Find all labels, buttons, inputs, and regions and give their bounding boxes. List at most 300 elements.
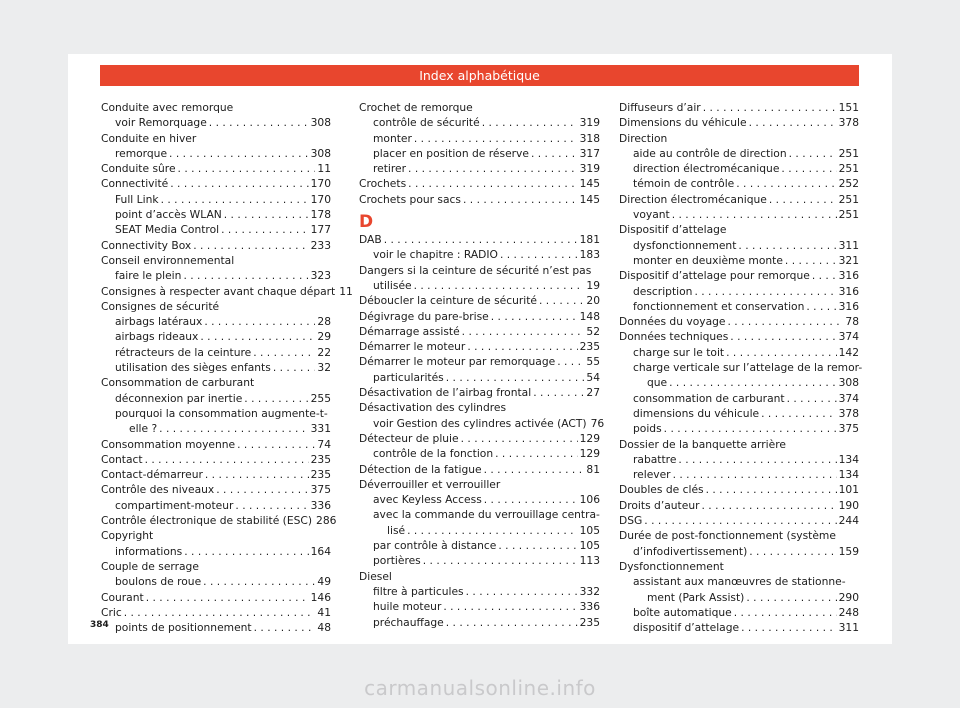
- leader-dots: [491, 309, 578, 324]
- entry-term: Connectivity Box: [101, 238, 192, 252]
- index-entry: [619, 345, 859, 360]
- index-entry: [101, 498, 331, 513]
- index-entry: [101, 452, 331, 467]
- index-column-3: [619, 100, 863, 635]
- entry-term: filtre à particules: [373, 584, 464, 598]
- entry-term: par contrôle à distance: [373, 539, 497, 553]
- entry-term: d’infodivertissement): [633, 544, 748, 558]
- leader-dots: [482, 115, 578, 130]
- index-entry: [619, 528, 859, 543]
- entry-page: 290: [838, 590, 859, 604]
- entry-term: déconnexion par inertie: [115, 391, 243, 405]
- entry-page: 145: [579, 192, 600, 206]
- entry-page: 41: [317, 605, 331, 619]
- entry-page: 235: [310, 452, 331, 466]
- leader-dots: [749, 544, 836, 559]
- entry-page: 52: [586, 324, 600, 338]
- leader-dots: [414, 131, 578, 146]
- entry-term: Contrôle électronique de stabilité (ESC): [101, 514, 313, 528]
- leader-dots: [500, 247, 578, 262]
- entry-page: 319: [579, 162, 600, 176]
- entry-page: 134: [838, 452, 859, 466]
- index-column-2: [359, 100, 605, 630]
- index-entry: [101, 437, 331, 452]
- entry-term: Durée de post-fonctionnement (système: [619, 529, 836, 543]
- leader-dots: [461, 431, 578, 446]
- entry-term: Conseil environnemental: [101, 253, 235, 267]
- entry-page: 251: [838, 192, 859, 206]
- entry-page: 178: [310, 208, 331, 222]
- index-column-1: [101, 100, 353, 635]
- entry-page: 248: [838, 605, 859, 619]
- entry-page: 316: [838, 299, 859, 313]
- index-entry: [619, 192, 859, 207]
- index-entry: [101, 268, 331, 283]
- index-entry: [359, 339, 600, 354]
- entry-page: 375: [310, 483, 331, 497]
- index-entry: [101, 314, 331, 329]
- index-entry: [101, 146, 331, 161]
- entry-page: 255: [310, 391, 331, 405]
- entry-term: avec la commande du verrouillage centra-: [373, 508, 600, 522]
- entry-term: fonctionnement et conservation: [633, 299, 805, 313]
- entry-term: description: [633, 284, 693, 298]
- index-entry: [619, 238, 859, 253]
- entry-term: placer en position de réserve: [373, 146, 529, 160]
- index-entry: [359, 131, 600, 146]
- entry-page: 105: [579, 523, 600, 537]
- leader-dots: [159, 421, 308, 436]
- entry-term: Crochet de remorque: [359, 101, 473, 114]
- entry-page: 251: [838, 162, 859, 176]
- entry-page: 233: [310, 238, 331, 252]
- entry-term: Dispositif d’attelage pour remorque: [619, 269, 810, 283]
- entry-page: 106: [579, 493, 600, 507]
- entry-term: portières: [373, 554, 421, 568]
- entry-page: 146: [310, 590, 331, 604]
- entry-page: 159: [838, 544, 859, 558]
- index-entry: [619, 406, 859, 421]
- leader-dots: [706, 482, 837, 497]
- index-entry: [619, 375, 859, 390]
- index-entry: [101, 284, 353, 299]
- entry-term: rabattre: [633, 452, 677, 466]
- entry-page: 375: [838, 422, 859, 436]
- entry-term: Connectivité: [101, 177, 169, 191]
- index-entry: [101, 207, 331, 222]
- index-entry: [101, 100, 331, 115]
- leader-dots: [408, 176, 577, 191]
- leader-dots: [531, 146, 578, 161]
- index-entry: [359, 146, 600, 161]
- entry-term: dispositif d’attelage: [633, 621, 740, 635]
- entry-term: Détection de la fatigue: [359, 462, 482, 476]
- entry-term: Déverrouiller et verrouiller: [359, 477, 501, 491]
- entry-page: 28: [317, 315, 331, 329]
- leader-dots: [124, 605, 316, 620]
- entry-term: Démarrer le moteur: [359, 340, 466, 354]
- leader-dots: [738, 238, 836, 253]
- index-entry: [359, 538, 600, 553]
- index-entry: [101, 176, 331, 191]
- entry-term: boîte automatique: [633, 605, 732, 619]
- section-letter: D: [359, 212, 374, 233]
- index-entry: [101, 406, 331, 421]
- index-entry: [359, 385, 600, 400]
- index-entry: [101, 574, 331, 589]
- entry-term: points de positionnement: [115, 621, 252, 635]
- index-entry: [359, 599, 600, 614]
- index-entry: [619, 222, 859, 237]
- leader-dots: [727, 314, 843, 329]
- entry-page: 251: [838, 208, 859, 222]
- leader-dots: [749, 115, 837, 130]
- entry-term: utilisée: [373, 278, 412, 292]
- entry-term: Consommation moyenne: [101, 437, 236, 451]
- entry-term: Démarrage assisté: [359, 324, 460, 338]
- entry-page: 378: [838, 116, 859, 130]
- index-entry: [619, 559, 859, 574]
- leader-dots: [193, 238, 308, 253]
- entry-term: Contact: [101, 452, 143, 466]
- leader-dots: [384, 232, 578, 247]
- leader-dots: [694, 284, 836, 299]
- entry-page: 29: [317, 330, 331, 344]
- index-entry: [359, 192, 600, 207]
- entry-term: Courant: [101, 590, 144, 604]
- leader-dots: [769, 192, 837, 207]
- index-entry: [359, 569, 600, 584]
- entry-page: 11: [317, 162, 331, 176]
- entry-term: Dimensions du véhicule: [619, 116, 747, 130]
- leader-dots: [184, 544, 308, 559]
- index-entry: [101, 467, 331, 482]
- leader-dots: [789, 146, 837, 161]
- entry-term: Diesel: [359, 569, 392, 583]
- leader-dots: [235, 498, 308, 513]
- entry-page: 22: [317, 345, 331, 359]
- leader-dots: [221, 222, 309, 237]
- entry-page: 374: [838, 391, 859, 405]
- leader-dots: [484, 492, 578, 507]
- entry-page: 151: [838, 101, 859, 114]
- entry-term: DSG: [619, 514, 643, 528]
- index-entry: [619, 482, 859, 497]
- entry-page: 32: [317, 361, 331, 375]
- entry-page: 319: [579, 116, 600, 130]
- entry-term: Conduite sûre: [101, 162, 176, 176]
- entry-page: 190: [838, 498, 859, 512]
- index-entry: [619, 590, 859, 605]
- entry-page: 321: [838, 253, 859, 267]
- entry-term: Droits d’auteur: [619, 498, 700, 512]
- leader-dots: [787, 391, 837, 406]
- entry-page: 148: [579, 309, 600, 323]
- index-entry: [619, 452, 859, 467]
- index-entry: [101, 329, 331, 344]
- leader-dots: [170, 176, 308, 191]
- entry-term: Dangers si la ceinture de sécurité n’est pas: [359, 263, 592, 277]
- entry-page: 286: [316, 514, 337, 528]
- index-entry: [359, 309, 600, 324]
- index-entry: [619, 467, 859, 482]
- entry-page: 54: [586, 370, 600, 384]
- entry-term: SEAT Media Control: [115, 223, 220, 237]
- index-entry: [359, 462, 600, 477]
- index-entry: [101, 192, 331, 207]
- index-entry: [619, 620, 859, 635]
- index-entry: [359, 370, 600, 385]
- entry-term: aide au contrôle de direction: [633, 146, 787, 160]
- leader-dots: [169, 146, 309, 161]
- leader-dots: [673, 467, 837, 482]
- entry-term: pourquoi la consommation augmente-t-: [115, 406, 328, 420]
- entry-term: Désactivation de l’airbag frontal: [359, 386, 532, 400]
- index-entry: [359, 278, 600, 293]
- entry-term: dysfonctionnement: [633, 238, 737, 252]
- leader-dots: [734, 605, 837, 620]
- leader-dots: [407, 523, 578, 538]
- leader-dots: [806, 299, 836, 314]
- entry-term: rétracteurs de la ceinture: [115, 345, 252, 359]
- entry-term: Démarrer le moteur par remorquage: [359, 355, 556, 369]
- entry-term: Consommation de carburant: [101, 376, 255, 390]
- index-entry: [359, 115, 600, 130]
- entry-term: voir Gestion des cylindres activée (ACT): [373, 416, 587, 430]
- leader-dots: [533, 385, 584, 400]
- leader-dots: [146, 590, 309, 605]
- leader-dots: [273, 360, 316, 375]
- entry-page: 235: [579, 340, 600, 354]
- index-entry: [619, 100, 859, 115]
- entry-page: 317: [579, 146, 600, 160]
- leader-dots: [672, 207, 837, 222]
- index-entry: [359, 293, 600, 308]
- index-entry: [619, 314, 859, 329]
- entry-term: Consignes à respecter avant chaque départ: [101, 284, 336, 298]
- entry-term: Crochets: [359, 177, 407, 191]
- leader-dots: [244, 391, 308, 406]
- entry-term: elle ?: [129, 422, 158, 436]
- index-entry: [101, 131, 331, 146]
- entry-page: 49: [317, 575, 331, 589]
- entry-page: 145: [579, 177, 600, 191]
- leader-dots: [203, 574, 315, 589]
- index-entry: [101, 115, 331, 130]
- entry-term: Cric: [101, 605, 122, 619]
- entry-term: Détecteur de pluie: [359, 431, 459, 445]
- entry-page: 164: [310, 544, 331, 558]
- leader-dots: [178, 161, 316, 176]
- entry-page: 129: [579, 447, 600, 461]
- entry-page: 170: [310, 177, 331, 191]
- entry-term: Données du voyage: [619, 315, 726, 329]
- leader-dots: [730, 329, 836, 344]
- entry-page: 332: [579, 584, 600, 598]
- index-entry: [619, 329, 859, 344]
- index-entry: [359, 584, 600, 599]
- entry-term: Dispositif d’attelage: [619, 223, 727, 237]
- index-entry: [359, 492, 600, 507]
- entry-page: 378: [838, 406, 859, 420]
- index-entry: [101, 559, 331, 574]
- index-entry: [359, 232, 600, 247]
- entry-term: Diffuseurs d’air: [619, 101, 701, 114]
- index-entry: [101, 620, 331, 635]
- index-entry: [619, 605, 859, 620]
- leader-dots: [726, 345, 836, 360]
- entry-term: voir Remorquage: [115, 116, 207, 130]
- entry-term: monter: [373, 131, 412, 145]
- entry-page: 251: [838, 146, 859, 160]
- index-entry: [619, 544, 859, 559]
- entry-page: 170: [310, 192, 331, 206]
- entry-term: Crochets pour sacs: [359, 192, 461, 206]
- index-entry: [359, 523, 600, 538]
- entry-page: 252: [838, 177, 859, 191]
- entry-page: 11: [339, 284, 353, 298]
- entry-page: 19: [586, 278, 600, 292]
- index-entry: [619, 161, 859, 176]
- entry-page: 48: [317, 621, 331, 635]
- entry-term: Copyright: [101, 529, 154, 543]
- entry-term: boulons de roue: [115, 575, 202, 589]
- leader-dots: [498, 538, 577, 553]
- leader-dots: [539, 293, 584, 308]
- leader-dots: [741, 620, 837, 635]
- page-number: 384: [90, 620, 109, 630]
- entry-page: 318: [579, 131, 600, 145]
- index-entry: [101, 238, 331, 253]
- entry-term: Direction: [619, 131, 668, 145]
- entry-term: remorque: [115, 146, 168, 160]
- index-entry: [619, 115, 859, 130]
- leader-dots: [669, 375, 836, 390]
- leader-dots: [678, 452, 836, 467]
- entry-term: point d’accès WLAN: [115, 208, 222, 222]
- entry-term: Dossier de la banquette arrière: [619, 437, 786, 451]
- entry-term: Dégivrage du pare-brise: [359, 309, 489, 323]
- entry-term: Contrôle des niveaux: [101, 483, 215, 497]
- index-entry: [359, 400, 600, 415]
- entry-term: Déboucler la ceinture de sécurité: [359, 294, 537, 308]
- leader-dots: [495, 446, 577, 461]
- entry-page: 316: [838, 269, 859, 283]
- index-entry: [101, 299, 331, 314]
- index-entry: [101, 375, 331, 390]
- index-entry: [619, 268, 859, 283]
- leader-dots: [466, 584, 578, 599]
- entry-term: contrôle de la fonction: [373, 447, 494, 461]
- leader-dots: [204, 314, 315, 329]
- entry-page: 331: [310, 422, 331, 436]
- entry-page: 183: [579, 248, 600, 262]
- index-entry: [101, 544, 331, 559]
- index-entry: [619, 284, 859, 299]
- entry-term: Full Link: [115, 192, 159, 206]
- entry-page: 336: [310, 498, 331, 512]
- entry-page: 308: [310, 146, 331, 160]
- index-entry: [359, 263, 600, 278]
- entry-page: 27: [586, 386, 600, 400]
- entry-page: 311: [838, 238, 859, 252]
- entry-term: particularités: [373, 370, 444, 384]
- entry-term: Direction électromécanique: [619, 192, 767, 206]
- leader-dots: [145, 452, 309, 467]
- entry-term: voir le chapitre : RADIO: [373, 248, 498, 262]
- leader-dots: [785, 253, 837, 268]
- entry-page: 20: [586, 294, 600, 308]
- index-entry: [359, 161, 600, 176]
- entry-term: voyant: [633, 208, 670, 222]
- entry-page: 142: [838, 345, 859, 359]
- leader-dots: [462, 324, 585, 339]
- index-entry: [619, 437, 859, 452]
- entry-term: monter en deuxième monte: [633, 253, 783, 267]
- index-entry: [619, 131, 859, 146]
- leader-dots: [161, 192, 309, 207]
- leader-dots: [209, 115, 309, 130]
- entry-page: 105: [579, 539, 600, 553]
- leader-dots: [216, 482, 308, 497]
- index-entry: [101, 345, 331, 360]
- index-entry: [619, 207, 859, 222]
- leader-dots: [746, 590, 836, 605]
- entry-page: 74: [317, 437, 331, 451]
- entry-term: charge sur le toit: [633, 345, 725, 359]
- index-entry: [359, 100, 600, 115]
- index-entry: [359, 416, 605, 431]
- entry-term: préchauffage: [373, 615, 444, 629]
- leader-dots: [484, 462, 585, 477]
- index-entry: [101, 222, 331, 237]
- leader-dots: [200, 329, 315, 344]
- leader-dots: [761, 406, 836, 421]
- entry-term: avec Keyless Access: [373, 493, 482, 507]
- index-entry: [619, 146, 859, 161]
- leader-dots: [644, 513, 836, 528]
- index-entry: [101, 528, 331, 543]
- index-entry: [359, 553, 600, 568]
- watermark-text: carmanualsonline.info: [364, 676, 596, 700]
- entry-term: charge verticale sur l’attelage de la remor-: [633, 361, 863, 375]
- index-entry: [619, 360, 863, 375]
- entry-term: direction électromécanique: [633, 162, 780, 176]
- entry-page: 316: [838, 284, 859, 298]
- index-entry: [101, 421, 331, 436]
- index-entry: [101, 605, 331, 620]
- entry-page: 323: [310, 269, 331, 283]
- entry-term: compartiment-moteur: [115, 498, 234, 512]
- entry-term: Conduite avec remorque: [101, 101, 234, 114]
- entry-page: 374: [838, 330, 859, 344]
- leader-dots: [812, 268, 837, 283]
- index-entry: [101, 482, 331, 497]
- leader-dots: [443, 599, 577, 614]
- entry-term: consommation de carburant: [633, 391, 785, 405]
- entry-term: poids: [633, 422, 662, 436]
- entry-page: 76: [590, 416, 605, 430]
- entry-page: 134: [838, 468, 859, 482]
- leader-dots: [423, 553, 578, 568]
- leader-dots: [446, 615, 578, 630]
- entry-term: huile moteur: [373, 600, 442, 614]
- index-entry: [619, 421, 859, 436]
- index-entry: [101, 513, 337, 528]
- entry-page: 55: [586, 355, 600, 369]
- leader-dots: [702, 498, 837, 513]
- entry-page: 308: [838, 376, 859, 390]
